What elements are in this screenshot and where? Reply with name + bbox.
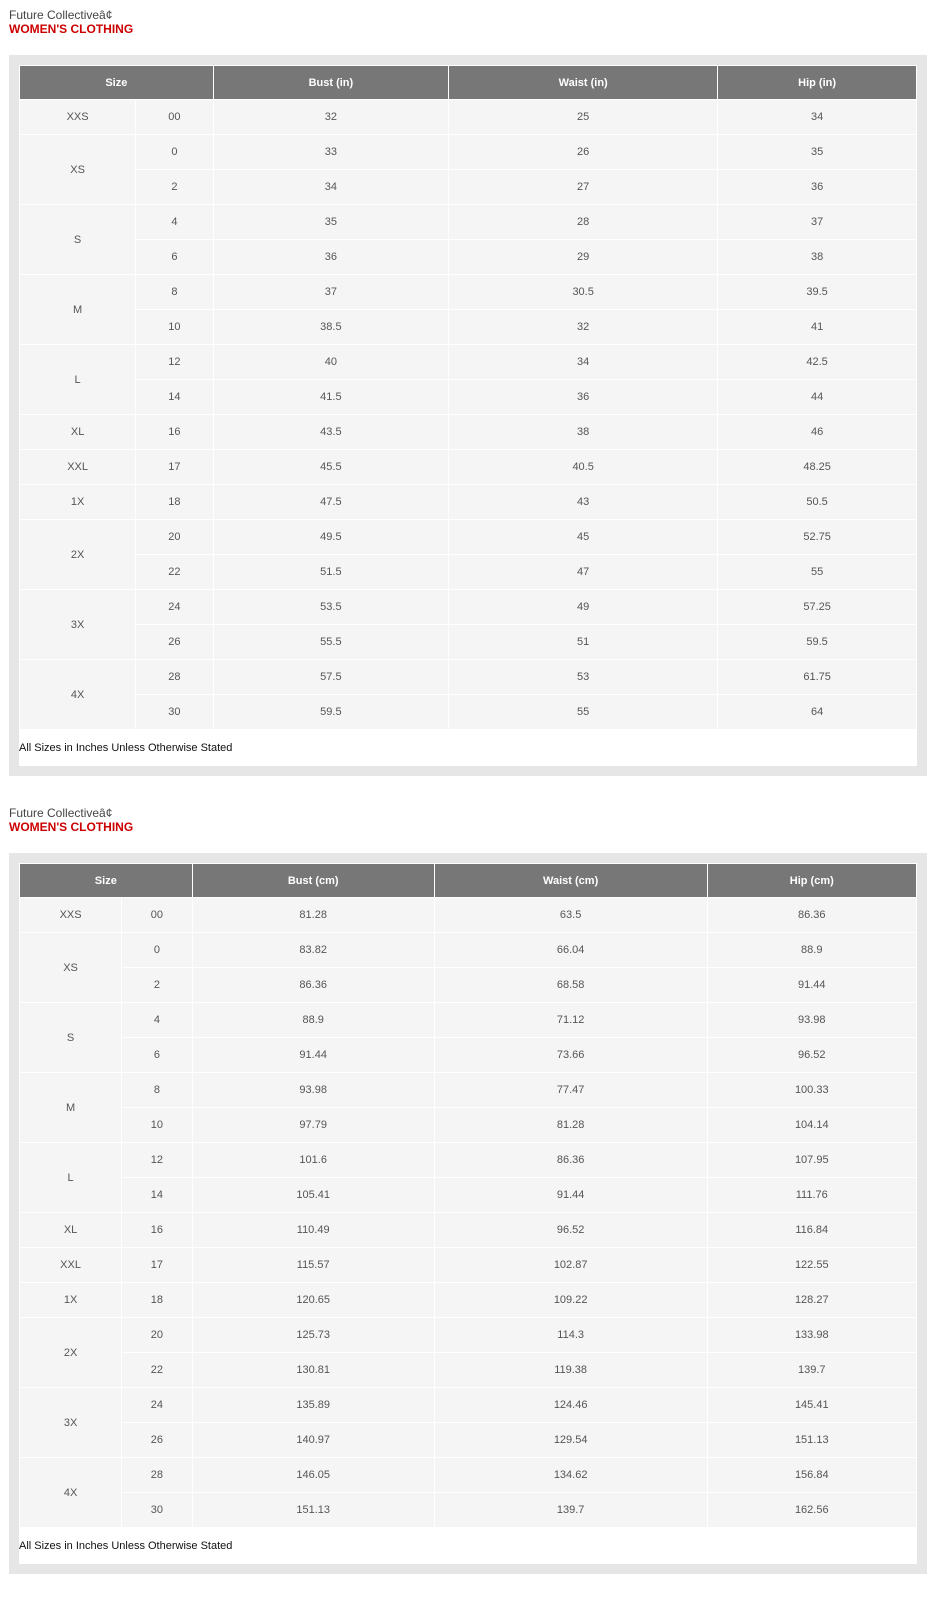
bust-cell: 110.49 — [193, 1213, 434, 1247]
waist-cell: 134.62 — [435, 1458, 707, 1492]
size-number-cell: 17 — [136, 450, 212, 484]
bust-cell: 88.9 — [193, 1003, 434, 1037]
bust-cell: 83.82 — [193, 933, 434, 967]
size-number-cell: 4 — [122, 1003, 191, 1037]
waist-cell: 102.87 — [435, 1248, 707, 1282]
hip-cell: 50.5 — [718, 485, 916, 519]
table-row — [20, 1003, 916, 1037]
table-row — [20, 660, 916, 694]
hip-cell: 156.84 — [708, 1458, 916, 1492]
size-number-cell: 6 — [136, 240, 212, 274]
bust-cell: 91.44 — [193, 1038, 434, 1072]
hip-cell: 48.25 — [718, 450, 916, 484]
size-number-cell: 20 — [136, 520, 212, 554]
hip-cell: 116.84 — [708, 1213, 916, 1247]
table-row — [20, 485, 916, 519]
size-number-cell: 0 — [136, 135, 212, 169]
bust-cell: 130.81 — [193, 1353, 434, 1387]
hip-cell: 128.27 — [708, 1283, 916, 1317]
size-label-cell: 2X — [20, 1318, 121, 1387]
waist-cell: 28 — [449, 205, 717, 239]
chart-inner — [19, 863, 917, 1564]
hip-cell: 55 — [718, 555, 916, 589]
size-number-cell: 10 — [136, 310, 212, 344]
size-label-cell: M — [20, 1073, 121, 1142]
bust-cell: 37 — [214, 275, 448, 309]
table-row — [20, 450, 916, 484]
bust-cell: 33 — [214, 135, 448, 169]
hip-cell: 35 — [718, 135, 916, 169]
waist-cell: 119.38 — [435, 1353, 707, 1387]
bust-cell: 97.79 — [193, 1108, 434, 1142]
size-label-cell: L — [20, 1143, 121, 1212]
hip-cell: 139.7 — [708, 1353, 916, 1387]
units-note: All Sizes in Inches Unless Otherwise Stated — [19, 730, 917, 766]
bust-cell: 59.5 — [214, 695, 448, 729]
table-row — [20, 135, 916, 169]
bust-cell: 43.5 — [214, 415, 448, 449]
hip-cell: 39.5 — [718, 275, 916, 309]
waist-cell: 45 — [449, 520, 717, 554]
table-row — [20, 590, 916, 624]
waist-cell: 86.36 — [435, 1143, 707, 1177]
table-row — [20, 1073, 916, 1107]
table-row — [20, 170, 916, 204]
category-title: WOMEN'S CLOTHING — [9, 22, 134, 36]
table-row — [20, 1213, 916, 1247]
size-number-cell: 24 — [122, 1388, 191, 1422]
header-row — [20, 864, 916, 897]
waist-cell: 30.5 — [449, 275, 717, 309]
hip-cell: 107.95 — [708, 1143, 916, 1177]
bust-cell: 105.41 — [193, 1178, 434, 1212]
waist-cell: 34 — [449, 345, 717, 379]
hip-cell: 42.5 — [718, 345, 916, 379]
bust-cell: 51.5 — [214, 555, 448, 589]
table-row — [20, 1108, 916, 1142]
bust-cell: 151.13 — [193, 1493, 434, 1527]
size-label-cell: XL — [20, 415, 135, 449]
table-row — [20, 1283, 916, 1317]
hip-cell: 44 — [718, 380, 916, 414]
size-number-cell: 30 — [136, 695, 212, 729]
size-label-cell: S — [20, 205, 135, 274]
hip-cell: 46 — [718, 415, 916, 449]
hip-cell: 151.13 — [708, 1423, 916, 1457]
size-number-cell: 18 — [122, 1283, 191, 1317]
size-number-cell: 2 — [136, 170, 212, 204]
units-note: All Sizes in Inches Unless Otherwise Stated — [19, 1528, 917, 1564]
hip-cell: 36 — [718, 170, 916, 204]
waist-cell: 81.28 — [435, 1108, 707, 1142]
bust-cell: 115.57 — [193, 1248, 434, 1282]
header-size: Size — [20, 864, 192, 897]
size-number-cell: 00 — [136, 100, 212, 134]
size-number-cell: 28 — [136, 660, 212, 694]
hip-cell: 111.76 — [708, 1178, 916, 1212]
size-number-cell: 28 — [122, 1458, 191, 1492]
table-row — [20, 415, 916, 449]
waist-cell: 49 — [449, 590, 717, 624]
chart-inner — [19, 65, 917, 766]
hip-cell: 133.98 — [708, 1318, 916, 1352]
size-chart-inches — [9, 8, 927, 776]
waist-cell: 32 — [449, 310, 717, 344]
size-number-cell: 8 — [136, 275, 212, 309]
waist-cell: 36 — [449, 380, 717, 414]
table-row — [20, 1318, 916, 1352]
bust-cell: 45.5 — [214, 450, 448, 484]
size-number-cell: 14 — [136, 380, 212, 414]
bust-cell: 57.5 — [214, 660, 448, 694]
header-size: Size — [20, 66, 213, 99]
hip-cell: 100.33 — [708, 1073, 916, 1107]
bust-cell: 40 — [214, 345, 448, 379]
size-label-cell: XXL — [20, 450, 135, 484]
brand-name: Future Collectiveâ¢ — [9, 8, 113, 22]
table-row — [20, 345, 916, 379]
waist-cell: 51 — [449, 625, 717, 659]
bust-cell: 38.5 — [214, 310, 448, 344]
table-row — [20, 1178, 916, 1212]
hip-cell: 61.75 — [718, 660, 916, 694]
size-number-cell: 26 — [122, 1423, 191, 1457]
size-number-cell: 22 — [136, 555, 212, 589]
size-label-cell: XL — [20, 1213, 121, 1247]
header-bust: Bust (cm) — [193, 864, 434, 897]
waist-cell: 129.54 — [435, 1423, 707, 1457]
size-number-cell: 4 — [136, 205, 212, 239]
bust-cell: 41.5 — [214, 380, 448, 414]
size-number-cell: 10 — [122, 1108, 191, 1142]
hip-cell: 104.14 — [708, 1108, 916, 1142]
table-row — [20, 933, 916, 967]
size-number-cell: 2 — [122, 968, 191, 1002]
waist-cell: 91.44 — [435, 1178, 707, 1212]
hip-cell: 59.5 — [718, 625, 916, 659]
bust-cell: 32 — [214, 100, 448, 134]
bust-cell: 120.65 — [193, 1283, 434, 1317]
header-waist: Waist (in) — [449, 66, 717, 99]
table-row — [20, 968, 916, 1002]
table-row — [20, 1038, 916, 1072]
bust-cell: 49.5 — [214, 520, 448, 554]
hip-cell: 91.44 — [708, 968, 916, 1002]
bust-cell: 93.98 — [193, 1073, 434, 1107]
waist-cell: 139.7 — [435, 1493, 707, 1527]
hip-cell: 37 — [718, 205, 916, 239]
waist-cell: 27 — [449, 170, 717, 204]
waist-cell: 68.58 — [435, 968, 707, 1002]
bust-cell: 140.97 — [193, 1423, 434, 1457]
header-hip: Hip (cm) — [708, 864, 916, 897]
table-row — [20, 1458, 916, 1492]
waist-cell: 40.5 — [449, 450, 717, 484]
table-row — [20, 1388, 916, 1422]
size-number-cell: 18 — [136, 485, 212, 519]
hip-cell: 88.9 — [708, 933, 916, 967]
size-number-cell: 16 — [122, 1213, 191, 1247]
hip-cell: 34 — [718, 100, 916, 134]
size-table — [19, 65, 917, 730]
hip-cell: 41 — [718, 310, 916, 344]
size-number-cell: 12 — [122, 1143, 191, 1177]
hip-cell: 64 — [718, 695, 916, 729]
brand-name: Future Collectiveâ¢ — [9, 806, 113, 820]
size-table — [19, 863, 917, 1528]
bust-cell: 81.28 — [193, 898, 434, 932]
size-label-cell: 3X — [20, 590, 135, 659]
header-bust: Bust (in) — [214, 66, 448, 99]
table-row — [20, 1423, 916, 1457]
table-row — [20, 380, 916, 414]
bust-cell: 53.5 — [214, 590, 448, 624]
header-hip: Hip (in) — [718, 66, 916, 99]
hip-cell: 93.98 — [708, 1003, 916, 1037]
waist-cell: 73.66 — [435, 1038, 707, 1072]
size-label-cell: 4X — [20, 1458, 121, 1527]
table-row — [20, 625, 916, 659]
size-chart-centimeters — [9, 806, 927, 1574]
bust-cell: 55.5 — [214, 625, 448, 659]
table-row — [20, 275, 916, 309]
size-label-cell: M — [20, 275, 135, 344]
size-label-cell: XS — [20, 933, 121, 1002]
waist-cell: 77.47 — [435, 1073, 707, 1107]
waist-cell: 25 — [449, 100, 717, 134]
waist-cell: 43 — [449, 485, 717, 519]
size-label-cell: XXL — [20, 1248, 121, 1282]
size-number-cell: 26 — [136, 625, 212, 659]
hip-cell: 57.25 — [718, 590, 916, 624]
waist-cell: 71.12 — [435, 1003, 707, 1037]
bust-cell: 101.6 — [193, 1143, 434, 1177]
size-number-cell: 00 — [122, 898, 191, 932]
table-row — [20, 100, 916, 134]
bust-cell: 34 — [214, 170, 448, 204]
waist-cell: 124.46 — [435, 1388, 707, 1422]
hip-cell: 96.52 — [708, 1038, 916, 1072]
size-label-cell: XXS — [20, 100, 135, 134]
table-row — [20, 1493, 916, 1527]
size-label-cell: L — [20, 345, 135, 414]
size-number-cell: 20 — [122, 1318, 191, 1352]
size-label-cell: 4X — [20, 660, 135, 729]
size-label-cell: XS — [20, 135, 135, 204]
table-row — [20, 205, 916, 239]
table-row — [20, 1248, 916, 1282]
chart-panel — [9, 853, 927, 1574]
size-label-cell: S — [20, 1003, 121, 1072]
hip-cell: 86.36 — [708, 898, 916, 932]
waist-cell: 63.5 — [435, 898, 707, 932]
table-row — [20, 695, 916, 729]
bust-cell: 135.89 — [193, 1388, 434, 1422]
hip-cell: 145.41 — [708, 1388, 916, 1422]
size-number-cell: 30 — [122, 1493, 191, 1527]
waist-cell: 55 — [449, 695, 717, 729]
size-label-cell: 1X — [20, 485, 135, 519]
table-row — [20, 310, 916, 344]
header-waist: Waist (cm) — [435, 864, 707, 897]
size-label-cell: 1X — [20, 1283, 121, 1317]
waist-cell: 109.22 — [435, 1283, 707, 1317]
waist-cell: 38 — [449, 415, 717, 449]
bust-cell: 86.36 — [193, 968, 434, 1002]
size-label-cell: XXS — [20, 898, 121, 932]
hip-cell: 38 — [718, 240, 916, 274]
table-row — [20, 1143, 916, 1177]
waist-cell: 47 — [449, 555, 717, 589]
size-label-cell: 3X — [20, 1388, 121, 1457]
size-number-cell: 17 — [122, 1248, 191, 1282]
waist-cell: 66.04 — [435, 933, 707, 967]
bust-cell: 47.5 — [214, 485, 448, 519]
size-number-cell: 12 — [136, 345, 212, 379]
waist-cell: 114.3 — [435, 1318, 707, 1352]
bust-cell: 125.73 — [193, 1318, 434, 1352]
bust-cell: 36 — [214, 240, 448, 274]
size-label-cell: 2X — [20, 520, 135, 589]
bust-cell: 146.05 — [193, 1458, 434, 1492]
header-row — [20, 66, 916, 99]
size-number-cell: 8 — [122, 1073, 191, 1107]
chart-panel — [9, 55, 927, 776]
table-row — [20, 1353, 916, 1387]
size-number-cell: 14 — [122, 1178, 191, 1212]
hip-cell: 122.55 — [708, 1248, 916, 1282]
table-row — [20, 240, 916, 274]
waist-cell: 29 — [449, 240, 717, 274]
waist-cell: 96.52 — [435, 1213, 707, 1247]
size-number-cell: 24 — [136, 590, 212, 624]
size-number-cell: 6 — [122, 1038, 191, 1072]
hip-cell: 162.56 — [708, 1493, 916, 1527]
size-number-cell: 0 — [122, 933, 191, 967]
waist-cell: 53 — [449, 660, 717, 694]
table-row — [20, 520, 916, 554]
table-row — [20, 555, 916, 589]
bust-cell: 35 — [214, 205, 448, 239]
category-title: WOMEN'S CLOTHING — [9, 820, 134, 834]
table-row — [20, 898, 916, 932]
waist-cell: 26 — [449, 135, 717, 169]
size-number-cell: 16 — [136, 415, 212, 449]
size-number-cell: 22 — [122, 1353, 191, 1387]
hip-cell: 52.75 — [718, 520, 916, 554]
